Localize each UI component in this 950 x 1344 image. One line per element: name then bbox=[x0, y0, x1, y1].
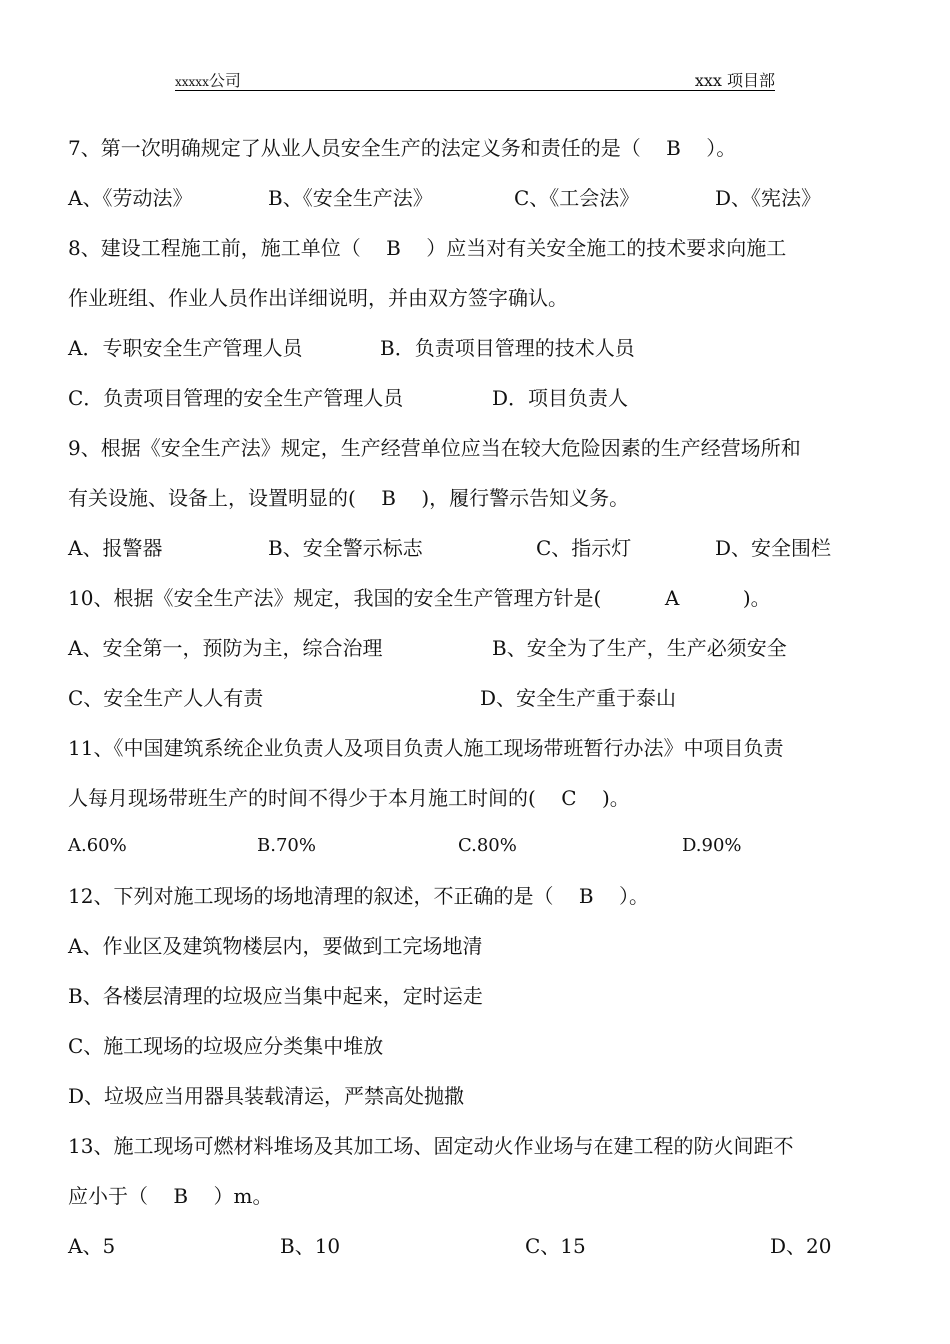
q12-option-d: D、垃圾应当用器具装载清运，严禁高处抛撒 bbox=[68, 1084, 465, 1108]
q10-option-c: C、安全生产人人有责 bbox=[68, 686, 264, 710]
q11-option-a: A.60% bbox=[68, 835, 127, 856]
q11-option-c: C.80% bbox=[458, 835, 517, 856]
q13-option-a: A、5 bbox=[68, 1234, 116, 1258]
q12-option-b: B、各楼层清理的垃圾应当集中起来，定时运走 bbox=[68, 984, 483, 1008]
q8-option-a: A．专职安全生产管理人员 bbox=[68, 336, 303, 360]
question-11-text-2: 人每月现场带班生产的时间不得少于本月施工时间的( C )。 bbox=[68, 786, 630, 810]
q7-option-d: D、《宪法》 bbox=[715, 186, 822, 210]
q10-option-b: B、安全为了生产，生产必须安全 bbox=[492, 636, 787, 660]
q10-option-a: A、安全第一，预防为主，综合治理 bbox=[68, 636, 383, 660]
q9-option-c: C、指示灯 bbox=[536, 536, 632, 560]
q13-option-b: B、10 bbox=[280, 1234, 341, 1258]
header-dept: xxx 项目部 bbox=[694, 71, 775, 90]
q13-option-d: D、20 bbox=[770, 1234, 832, 1258]
page-header bbox=[175, 66, 775, 91]
question-8-text-2: 作业班组、作业人员作出详细说明，并由双方签字确认。 bbox=[68, 286, 568, 310]
q7-option-b: B、《安全生产法》 bbox=[268, 186, 433, 210]
q9-option-d: D、安全围栏 bbox=[715, 536, 832, 560]
question-8-text-1: 8、建设工程施工前，施工单位（ B ）应当对有关安全施工的技术要求向施工 bbox=[68, 236, 787, 260]
header-company: xxxxx公司 bbox=[175, 71, 241, 90]
q8-option-b: B．负责项目管理的技术人员 bbox=[380, 336, 635, 360]
q12-option-a: A、作业区及建筑物楼层内，要做到工完场地清 bbox=[68, 934, 483, 958]
question-11-text-1: 11、《中国建筑系统企业负责人及项目负责人施工现场带班暂行办法》中项目负责 bbox=[68, 736, 784, 760]
q12-option-c: C、施工现场的垃圾应分类集中堆放 bbox=[68, 1034, 384, 1058]
q8-option-d: D．项目负责人 bbox=[492, 386, 629, 410]
question-9-text-1: 9、根据《安全生产法》规定，生产经营单位应当在较大危险因素的生产经营场所和 bbox=[68, 436, 801, 460]
question-9-text-2: 有关设施、设备上，设置明显的( B )，履行警示告知义务。 bbox=[68, 486, 630, 510]
q7-option-a: A、《劳动法》 bbox=[68, 186, 193, 210]
q9-option-b: B、安全警示标志 bbox=[268, 536, 423, 560]
q11-option-d: D.90% bbox=[682, 835, 742, 856]
q9-option-a: A、报警器 bbox=[68, 536, 163, 560]
question-13-text-2: 应小于（ B ）m。 bbox=[68, 1184, 273, 1208]
question-12-text: 12、下列对施工现场的场地清理的叙述，不正确的是（ B ）。 bbox=[68, 884, 650, 908]
question-7-text: 7、第一次明确规定了从业人员安全生产的法定义务和责任的是（ B ）。 bbox=[68, 136, 737, 160]
question-13-text-1: 13、施工现场可燃材料堆场及其加工场、固定动火作业场与在建工程的防火间距不 bbox=[68, 1134, 794, 1158]
q7-option-c: C、《工会法》 bbox=[514, 186, 640, 210]
question-10-text: 10、根据《安全生产法》规定，我国的安全生产管理方针是( A )。 bbox=[68, 586, 771, 610]
q13-option-c: C、15 bbox=[525, 1234, 586, 1258]
q11-option-b: B.70% bbox=[257, 835, 316, 856]
q10-option-d: D、安全生产重于泰山 bbox=[480, 686, 677, 710]
q8-option-c: C．负责项目管理的安全生产管理人员 bbox=[68, 386, 404, 410]
